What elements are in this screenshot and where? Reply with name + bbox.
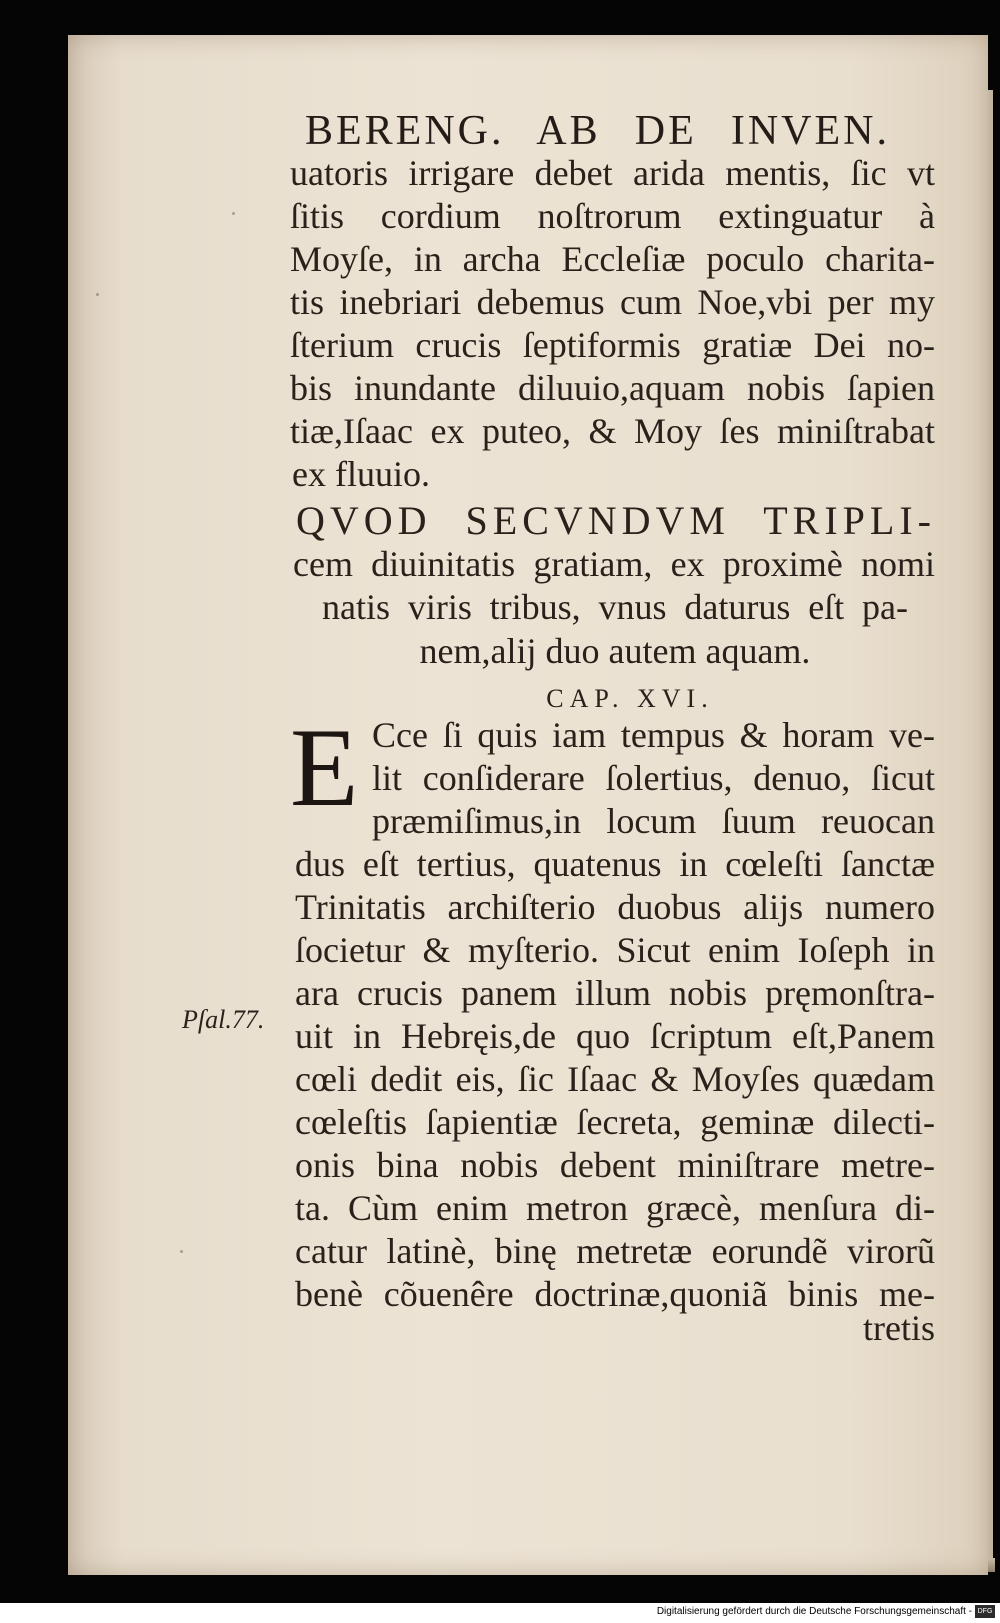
paper-speck [232, 212, 235, 215]
text-line: ta. Cùm enim metron græcè, menſura di- [295, 1188, 935, 1228]
margin-note: Pſal.77. [182, 1005, 265, 1034]
catchword: tretis [863, 1308, 935, 1348]
text-line: ſterium crucis ſeptiformis gratiæ Dei no- [290, 325, 935, 365]
text-line: dus eſt tertius, quatenus in cœleſti ſanctæ [295, 844, 935, 884]
text-line: Moyſe, in archa Eccleſiæ poculo charita- [290, 239, 935, 279]
text-line: ara crucis panem illum nobis pręmonſtra- [295, 973, 935, 1013]
text-line: præmiſimus,in locum ſuum reuocan [372, 801, 935, 841]
text-line: cœli dedit eis, ſic Iſaac & Moyſes quædam [295, 1059, 935, 1099]
text-line: tis inebriari debemus cum Noe,vbi per my [290, 282, 935, 322]
text-line: cœleſtis ſapientiæ ſecreta, geminæ dilecti- [295, 1102, 935, 1142]
chapter-heading-line: cem diuinitatis gratiam, ex proximè nomi [293, 544, 935, 584]
chapter-heading-line: QVOD SECVNDVM TRIPLI- [296, 498, 936, 543]
text-line: ex fluuio. [292, 454, 430, 494]
paper-speck [96, 293, 99, 296]
chapter-heading-line: nem,alij duo autem aquam. [419, 631, 811, 671]
text-line: ſocietur & myſterio. Sicut enim Ioſeph in [295, 930, 935, 970]
text-line: catur latinè, binę metretæ eorundẽ virorũ [295, 1231, 935, 1271]
drop-cap: E [290, 706, 359, 830]
text-line: benè cõuenêre doctrinæ,quoniã binis me- [295, 1274, 935, 1314]
text-line: onis bina nobis debent miniſtrare metre- [295, 1145, 935, 1185]
text-line: lit conſiderare ſolertius, denuo, ſicut [372, 758, 935, 798]
text-line: Trinitatis archiſterio duobus alijs numero [295, 887, 935, 927]
text-line: uit in Hebręis,de quo ſcriptum eſt,Panem [295, 1016, 935, 1056]
paper-speck [180, 1250, 183, 1253]
chapter-heading-line: natis viris tribus, vnus daturus eſt pa- [322, 587, 908, 627]
chapter-label: CAP. XVI. [546, 684, 714, 713]
dfg-logo: DFG [975, 1605, 995, 1618]
text-line: ſitis cordium noſtrorum extinguatur à [290, 196, 935, 236]
text-line: uatoris irrigare debet arida mentis, ſic vt [290, 153, 935, 193]
text-line: bis inundante diluuio,aquam nobis ſapien [290, 368, 935, 408]
footer-credit: Digitalisierung gefördert durch die Deutsche Forschungsgemeinschaft - [656, 1606, 972, 1617]
text-line: Cce ſi quis iam tempus & horam ve- [372, 715, 935, 755]
text-line: tiæ,Iſaac ex puteo, & Moy ſes miniſtrabat [290, 411, 935, 451]
running-head: BERENG. AB DE INVEN. [305, 108, 890, 154]
